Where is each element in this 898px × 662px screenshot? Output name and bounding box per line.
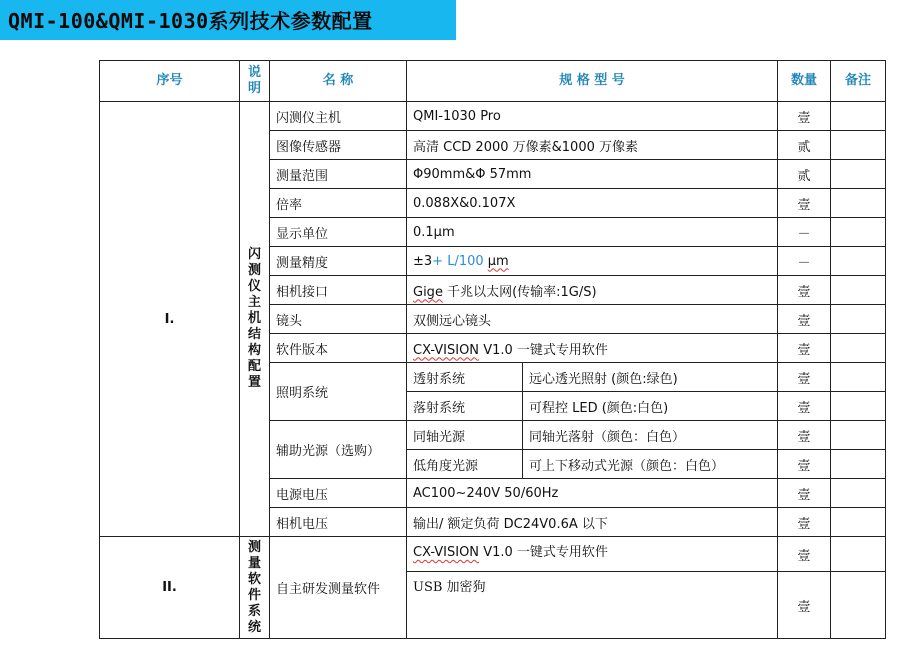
header-name: 名 称 (270, 61, 407, 102)
cell-spec (407, 537, 778, 572)
cell-name: 相机电压 (270, 508, 407, 537)
cell-note (831, 508, 886, 537)
cell-qty: 壹 (778, 450, 831, 479)
cell-name: 显示单位 (270, 218, 407, 247)
cell-spec: Φ90mm&Φ 57mm (407, 160, 778, 189)
cell-qty: 壹 (778, 334, 831, 363)
cell-note (831, 572, 886, 639)
cell-note (831, 131, 886, 160)
section2-seq: II. (100, 537, 240, 639)
software-version: V1.0 一键式专用软件 (483, 342, 608, 358)
table-header-row (100, 61, 886, 102)
cell-note (831, 276, 886, 305)
header-note: 备注 (831, 61, 886, 102)
cell-note (831, 537, 886, 572)
cell-spec: 双侧远心镜头 (407, 305, 778, 334)
cell-subname: 透射系统 (407, 363, 523, 392)
cell-name: 照明系统 (270, 363, 407, 421)
cell-spec: 同轴光落射（颜色：白色） (523, 421, 778, 450)
port-detail: 千兆以太网(传输率:1G/S) (447, 284, 597, 300)
header-qty: 数量 (778, 61, 831, 102)
cell-qty: 壹 (778, 189, 831, 218)
cell-name: 镜头 (270, 305, 407, 334)
cell-note (831, 305, 886, 334)
cell-spec: 0.1μm (407, 218, 778, 247)
cell-spec (407, 247, 778, 276)
cell-name: 测量精度 (270, 247, 407, 276)
cell-note (831, 479, 886, 508)
cell-qty: 壹 (778, 102, 831, 131)
cell-note (831, 392, 886, 421)
software-name: CX-VISION (413, 342, 480, 358)
section2-desc: 测量软件系统 (240, 537, 270, 639)
cell-qty: － (778, 247, 831, 276)
cell-name: 自主研发测量软件 (270, 537, 407, 639)
cell-qty: 贰 (778, 160, 831, 189)
cell-name: 闪测仪主机 (270, 102, 407, 131)
cell-spec: USB 加密狗 (407, 572, 778, 639)
header-desc: 说明 (240, 61, 270, 102)
table-row (100, 102, 886, 131)
cell-note (831, 189, 886, 218)
cell-qty: 贰 (778, 131, 831, 160)
cell-spec: 输出/ 额定负荷 DC24V0.6A 以下 (407, 508, 778, 537)
cell-qty: － (778, 218, 831, 247)
cell-spec: 高清 CCD 2000 万像素&1000 万像素 (407, 131, 778, 160)
cell-subname: 同轴光源 (407, 421, 523, 450)
section1-seq: I. (100, 102, 240, 537)
cell-note (831, 247, 886, 276)
cell-note (831, 450, 886, 479)
cell-name: 电源电压 (270, 479, 407, 508)
cell-note (831, 160, 886, 189)
accuracy-formula: + L/100 (432, 253, 484, 269)
header-spec: 规 格 型 号 (407, 61, 778, 102)
port-brand: Gige (413, 284, 443, 300)
cell-spec (407, 276, 778, 305)
cell-spec: AC100~240V 50/60Hz (407, 479, 778, 508)
cell-qty: 壹 (778, 537, 831, 572)
cell-note (831, 218, 886, 247)
cell-spec: QMI-1030 Pro (407, 102, 778, 131)
cell-qty: 壹 (778, 392, 831, 421)
cell-name: 辅助光源（选购） (270, 421, 407, 479)
accuracy-unit: μm (487, 253, 509, 269)
cell-spec: 可上下移动式光源（颜色：白色） (523, 450, 778, 479)
cell-name: 相机接口 (270, 276, 407, 305)
cell-name: 测量范围 (270, 160, 407, 189)
cell-note (831, 421, 886, 450)
cell-subname: 低角度光源 (407, 450, 523, 479)
cell-spec (407, 334, 778, 363)
cell-note (831, 334, 886, 363)
cell-qty: 壹 (778, 479, 831, 508)
cell-name: 图像传感器 (270, 131, 407, 160)
cell-qty: 壹 (778, 421, 831, 450)
software-name: CX-VISION (413, 545, 480, 560)
cell-note (831, 363, 886, 392)
cell-spec: 0.088X&0.107X (407, 189, 778, 218)
section1-desc: 闪测仪主机结构配置 (240, 102, 270, 537)
title-banner (0, 0, 456, 40)
cell-qty: 壹 (778, 363, 831, 392)
header-seq: 序号 (100, 61, 240, 102)
cell-note (831, 102, 886, 131)
page-title: QMI-100&QMI-1030系列技术参数配置 (8, 9, 373, 33)
software-version: V1.0 一键式专用软件 (483, 545, 608, 560)
spec-table (99, 60, 886, 639)
cell-name: 倍率 (270, 189, 407, 218)
cell-spec: 远心透光照射 (颜色:绿色) (523, 363, 778, 392)
cell-subname: 落射系统 (407, 392, 523, 421)
cell-name: 软件版本 (270, 334, 407, 363)
cell-spec: 可程控 LED (颜色:白色) (523, 392, 778, 421)
accuracy-prefix: ±3 (413, 253, 433, 269)
cell-qty: 壹 (778, 276, 831, 305)
cell-qty: 壹 (778, 572, 831, 639)
cell-qty: 壹 (778, 305, 831, 334)
table-row (100, 537, 886, 572)
cell-qty: 壹 (778, 508, 831, 537)
